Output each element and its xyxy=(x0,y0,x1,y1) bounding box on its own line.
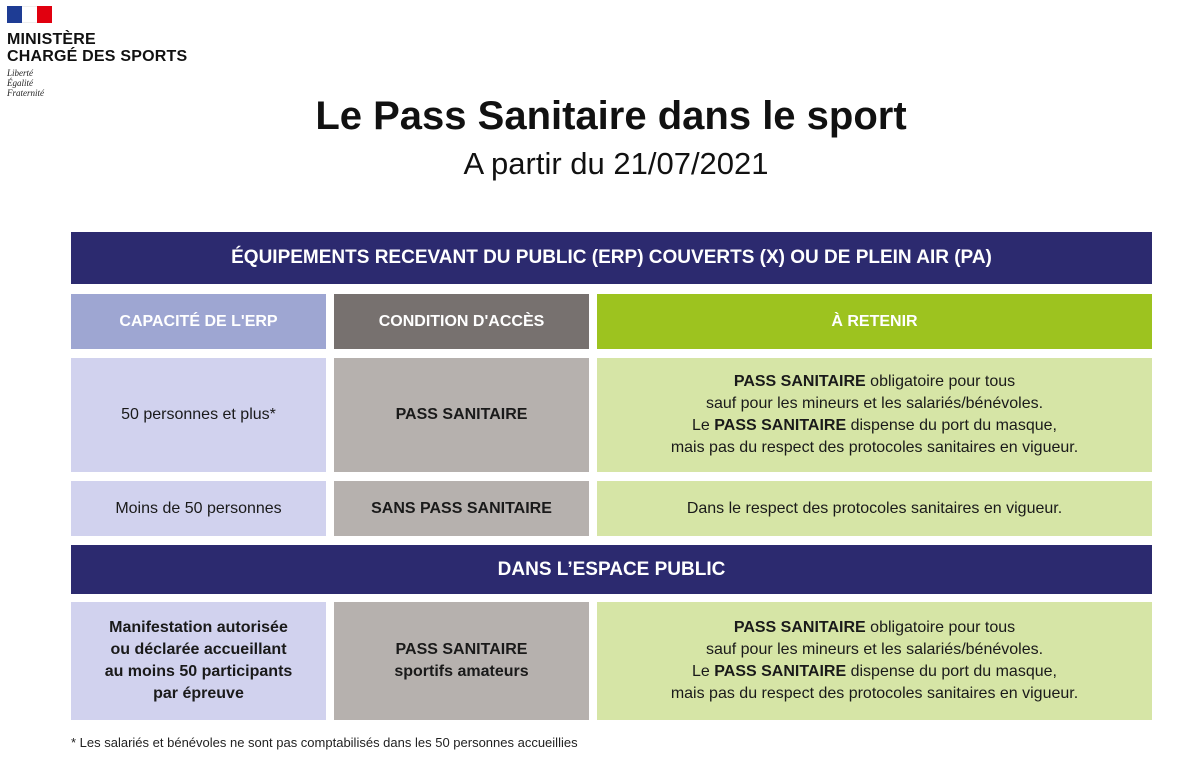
row1-retain xyxy=(597,358,1152,472)
header-capacity: CAPACITÉ DE L'ERP xyxy=(71,294,326,349)
row3-condition-line2: sportifs amateurs xyxy=(394,663,529,680)
row2-condition: SANS PASS SANITAIRE xyxy=(334,481,589,536)
row1-condition: PASS SANITAIRE xyxy=(334,358,589,472)
row1-retain-line2: sauf pour les mineurs et les salariés/bénévoles. xyxy=(705,395,1044,412)
ministry-name xyxy=(7,31,187,65)
ministry-line-1: MINISTÈRE xyxy=(7,31,96,48)
row3-capacity-line2: ou déclarée accueillant xyxy=(110,641,287,658)
row3-capacity-line4: par épreuve xyxy=(153,685,244,702)
footnote: * Les salariés et bénévoles ne sont pas comptabilisés dans les 50 personnes accueillies xyxy=(71,735,578,750)
section-band-public-space: DANS L’ESPACE PUBLIC xyxy=(71,545,1152,594)
page-title: Le Pass Sanitaire dans le sport xyxy=(315,94,907,138)
row2-retain: Dans le respect des protocoles sanitaires en vigueur. xyxy=(597,481,1152,536)
french-flag-icon xyxy=(7,6,52,23)
row3-condition xyxy=(334,602,589,720)
row1-retain-line4: mais pas du respect des protocoles sanitaires en vigueur. xyxy=(670,439,1079,456)
row3-retain-line3: Le PASS SANITAIRE dispense du port du masque, xyxy=(692,663,1057,680)
row3-retain-line1: PASS SANITAIRE obligatoire pour tous xyxy=(733,619,1016,636)
header-condition: CONDITION D'ACCÈS xyxy=(334,294,589,349)
row1-capacity: 50 personnes et plus* xyxy=(71,358,326,472)
row2-capacity: Moins de 50 personnes xyxy=(71,481,326,536)
header-retain: À RETENIR xyxy=(597,294,1152,349)
page-subtitle: A partir du 21/07/2021 xyxy=(463,146,769,181)
row3-condition-line1: PASS SANITAIRE xyxy=(395,641,528,658)
ministry-line-2: CHARGÉ DES SPORTS xyxy=(7,48,188,65)
row3-capacity-line3: au moins 50 participants xyxy=(104,663,293,680)
row1-retain-line3: Le PASS SANITAIRE dispense du port du masque, xyxy=(692,417,1057,434)
motto-egalite: Égalité xyxy=(7,78,33,88)
motto-liberte: Liberté xyxy=(7,68,33,78)
row3-retain-line2: sauf pour les mineurs et les salariés/bénévoles. xyxy=(705,641,1044,658)
row3-capacity xyxy=(71,602,326,720)
ministry-logo xyxy=(7,6,187,98)
row3-capacity-line1: Manifestation autorisée xyxy=(109,619,288,636)
row1-retain-line1: PASS SANITAIRE obligatoire pour tous xyxy=(733,373,1016,390)
section-band-erp: ÉQUIPEMENTS RECEVANT DU PUBLIC (ERP) COUVERTS (X) OU DE PLEIN AIR (PA) xyxy=(71,232,1152,284)
row3-retain xyxy=(597,602,1152,720)
row3-retain-line4: mais pas du respect des protocoles sanitaires en vigueur. xyxy=(670,685,1079,702)
motto-fraternite: Fraternité xyxy=(7,88,44,98)
